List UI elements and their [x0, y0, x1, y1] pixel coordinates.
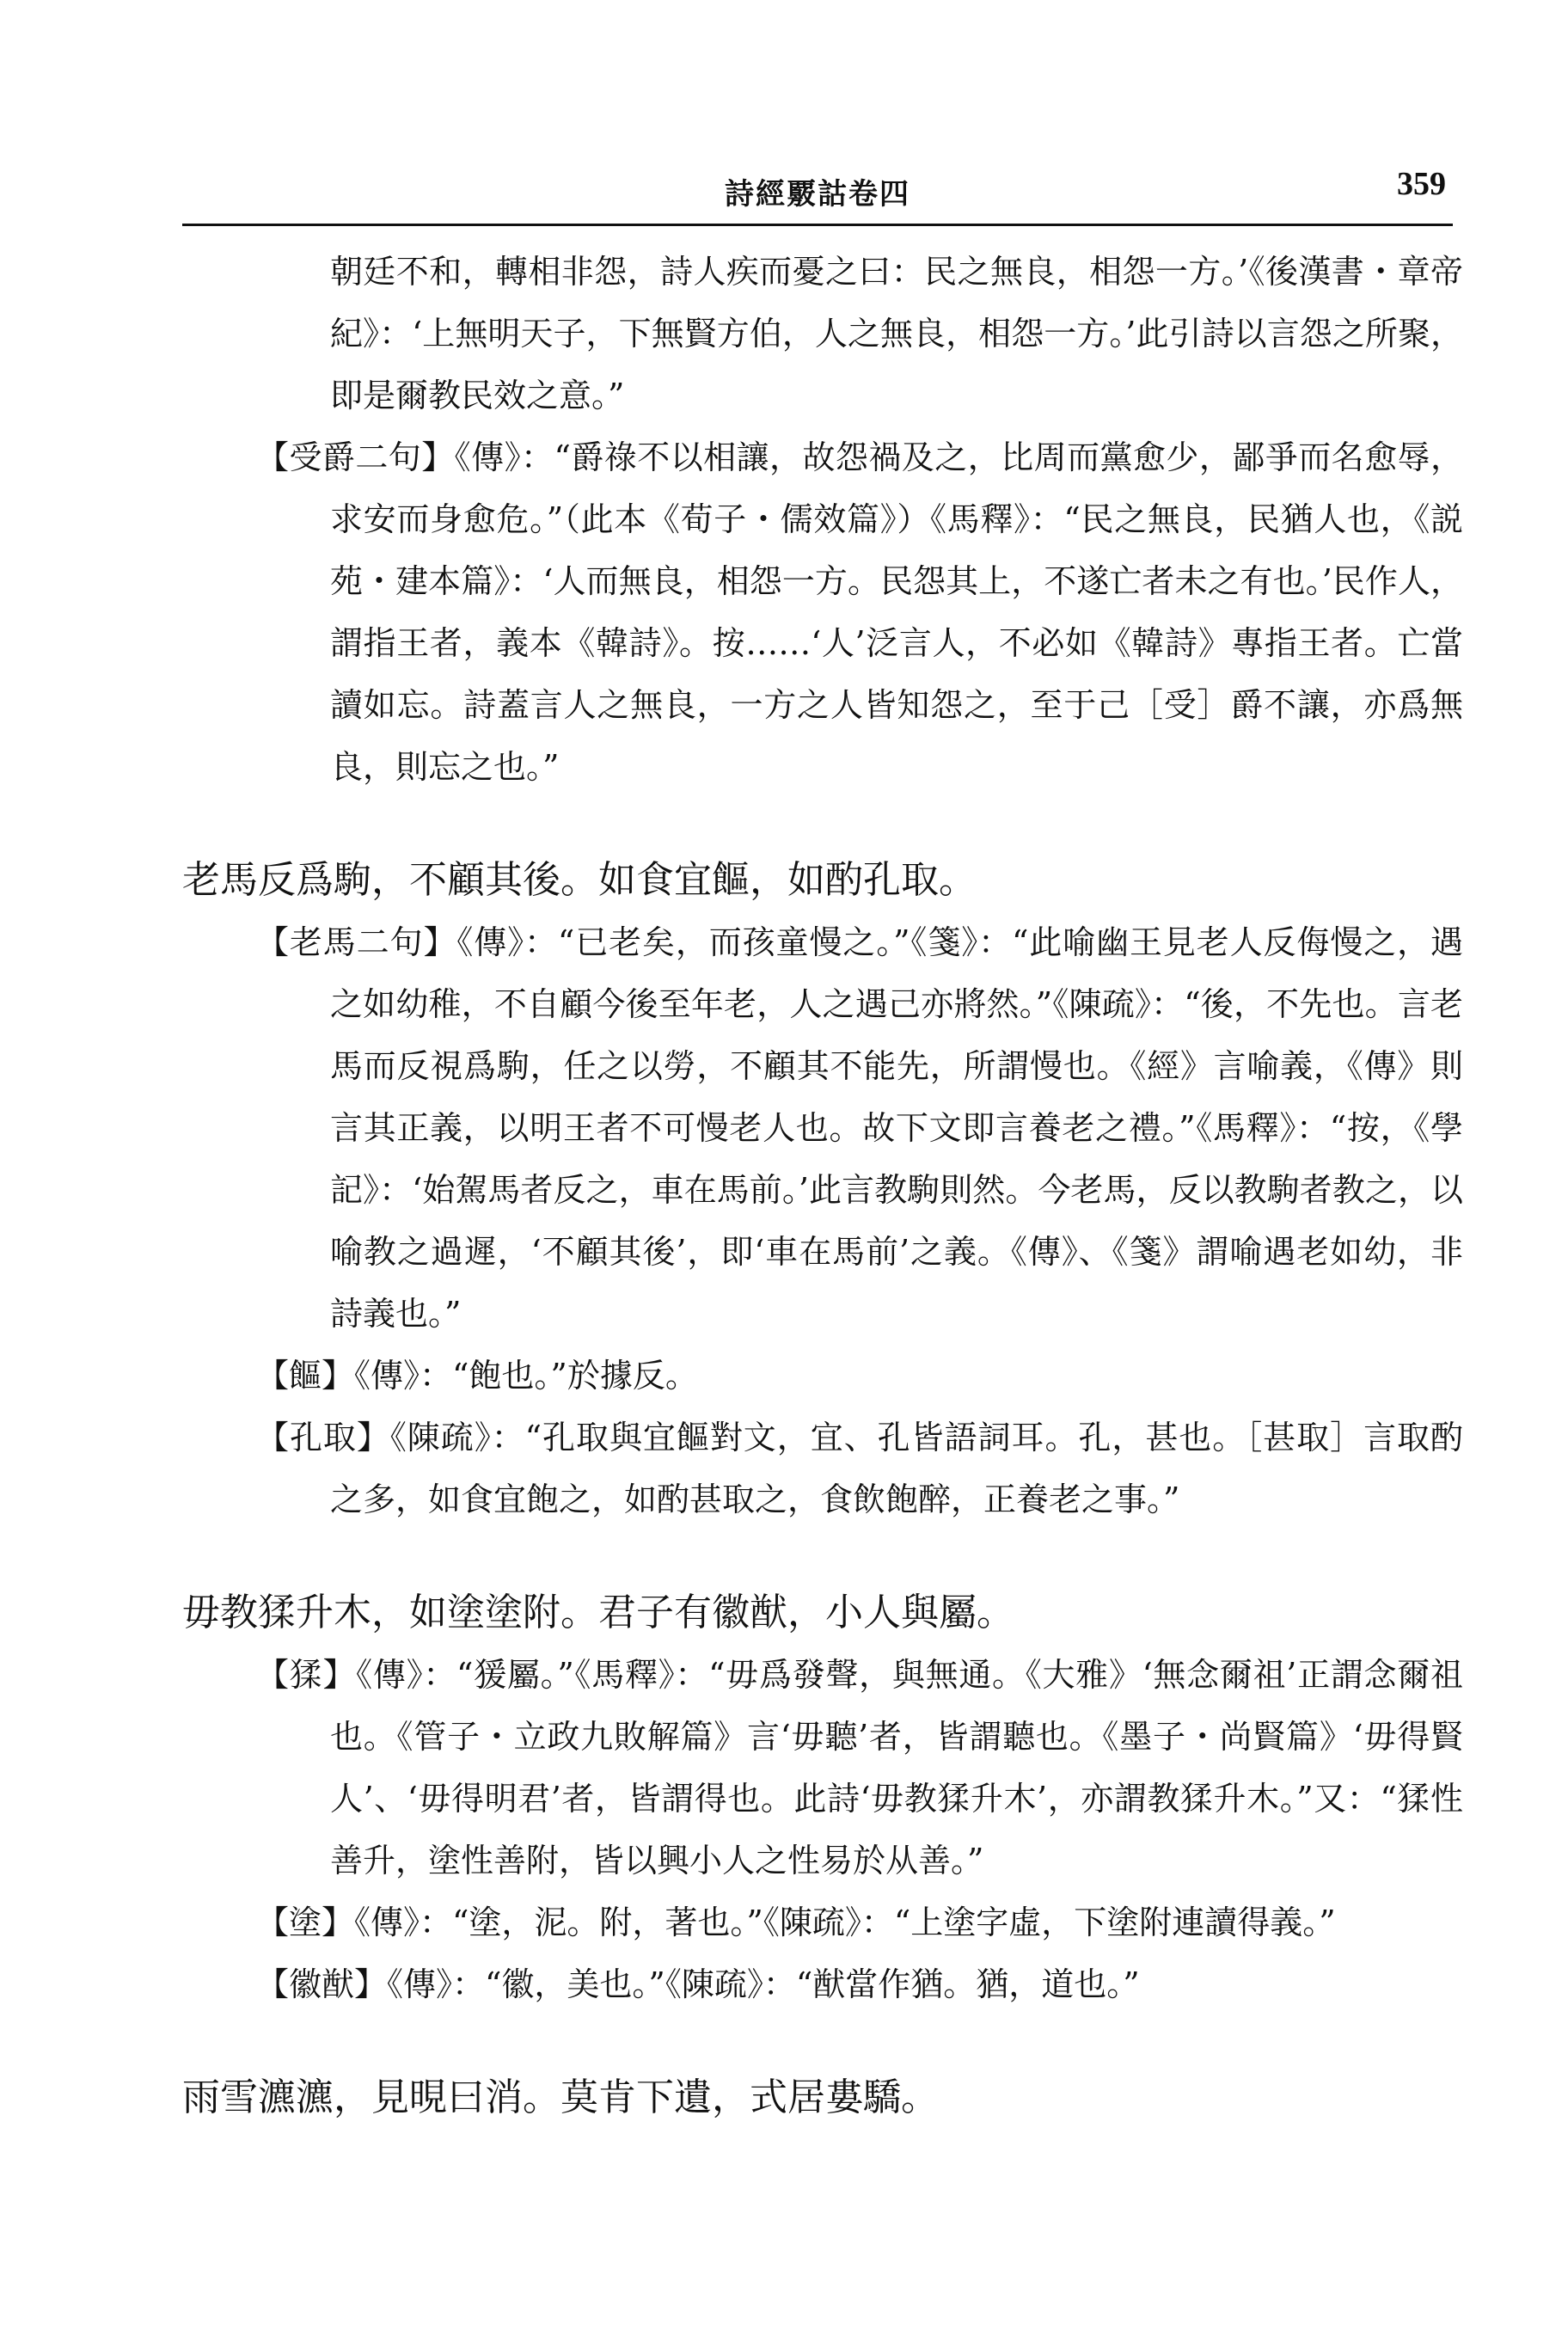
header-title: 詩經覈詁卷四	[725, 177, 910, 212]
commentary-note: 【老馬二句】《傳》：“已老矣，而孩童慢之。”《箋》：“此喻幽王見老人反侮慢之，遇之如幼稚，不自顧今後至年老，人之遇己亦將然。”《陳疏》：“後，不先也。言老馬而反視爲駒，任之以勞，不顧其不能先，所謂慢也。《經》言喻義，《傳》則言其正義，以明王者不可慢老人也。故下文即言養老之禮。”《馬釋》：“按，《學記》：‘始駕馬者反之，車在馬前。’此言教駒則然。今老馬，反以教駒者教之，以喻教之過遲，‘不顧其後’，即‘車在馬前’之義。《傳》、《箋》謂喻遇老如幼，非詩義也。”	[256, 923, 1463, 1333]
verse-line: 雨雪瀌瀌，見晛曰消。莫肯下遺，式居婁驕。	[182, 2075, 939, 2119]
commentary-note: 【饇】《傳》：“飽也。”於據反。	[256, 1357, 698, 1395]
commentary-note: 【塗】《傳》：“塗，泥。附，著也。”《陳疏》：“上塗字虛，下塗附連讀得義。”	[256, 1904, 1336, 1941]
section-gap	[182, 1530, 1463, 1582]
commentary-note: 【受爵二句】《傳》：“爵祿不以相讓，故怨禍及之，比周而黨愈少，鄙爭而名愈辱，求安而身愈危。”（此本《荀子・儒效篇》）《馬釋》：“民之無良，民猶人也，《説苑・建本篇》：‘人而無良，相怨一方。民怨其上，不遂亡者未之有也。’民作人，謂指王者，義本《韓詩》。按……‘人’泛言人，不必如《韓詩》專指王者。亡當讀如忘。詩蓋言人之無良，一方之人皆知怨之，至于己［受］爵不讓，亦爲無良，則忘之也。”	[256, 438, 1463, 786]
section-gap	[182, 2015, 1463, 2067]
verse-line: 毋教猱升木，如塗塗附。君子有徽猷，小人與屬。	[182, 1591, 1014, 1634]
section-gap	[182, 798, 1463, 849]
page-content	[182, 241, 1463, 2129]
verse-line: 老馬反爲駒，不顧其後。如食宜饇，如酌孔取。	[182, 858, 977, 902]
commentary-note: 【徽猷】《傳》：“徽，美也。”《陳疏》：“猷當作猶。猶，道也。”	[256, 1965, 1140, 2003]
running-header	[182, 163, 1453, 226]
commentary-note: 【猱】《傳》：“猨屬。”《馬釋》：“毋爲發聲，與無通。《大雅》‘無念爾祖’正謂念爾祖也。《管子・立政九敗解篇》言‘毋聽’者，皆謂聽也。《墨子・尚賢篇》‘毋得賢人’、‘毋得明君’者，皆謂得也。此詩‘毋教猱升木’，亦謂教猱升木。”又：“猱性善升，塗性善附，皆以興小人之性易於从善。”	[256, 1656, 1463, 1879]
page-number: 359	[1397, 166, 1446, 202]
commentary-note: 【孔取】《陳疏》：“孔取與宜饇對文，宜、孔皆語詞耳。孔，甚也。［甚取］言取酌之多，如食宜飽之，如酌甚取之，食飲飽醉，正養老之事。”	[256, 1419, 1463, 1518]
commentary-continuation: 朝廷不和，轉相非怨，詩人疾而憂之曰：民之無良，相怨一方。’《後漢書・章帝紀》：‘上無明天子，下無賢方伯，人之無良，相怨一方。’此引詩以言怨之所聚，即是爾教民效之意。”	[330, 253, 1463, 414]
